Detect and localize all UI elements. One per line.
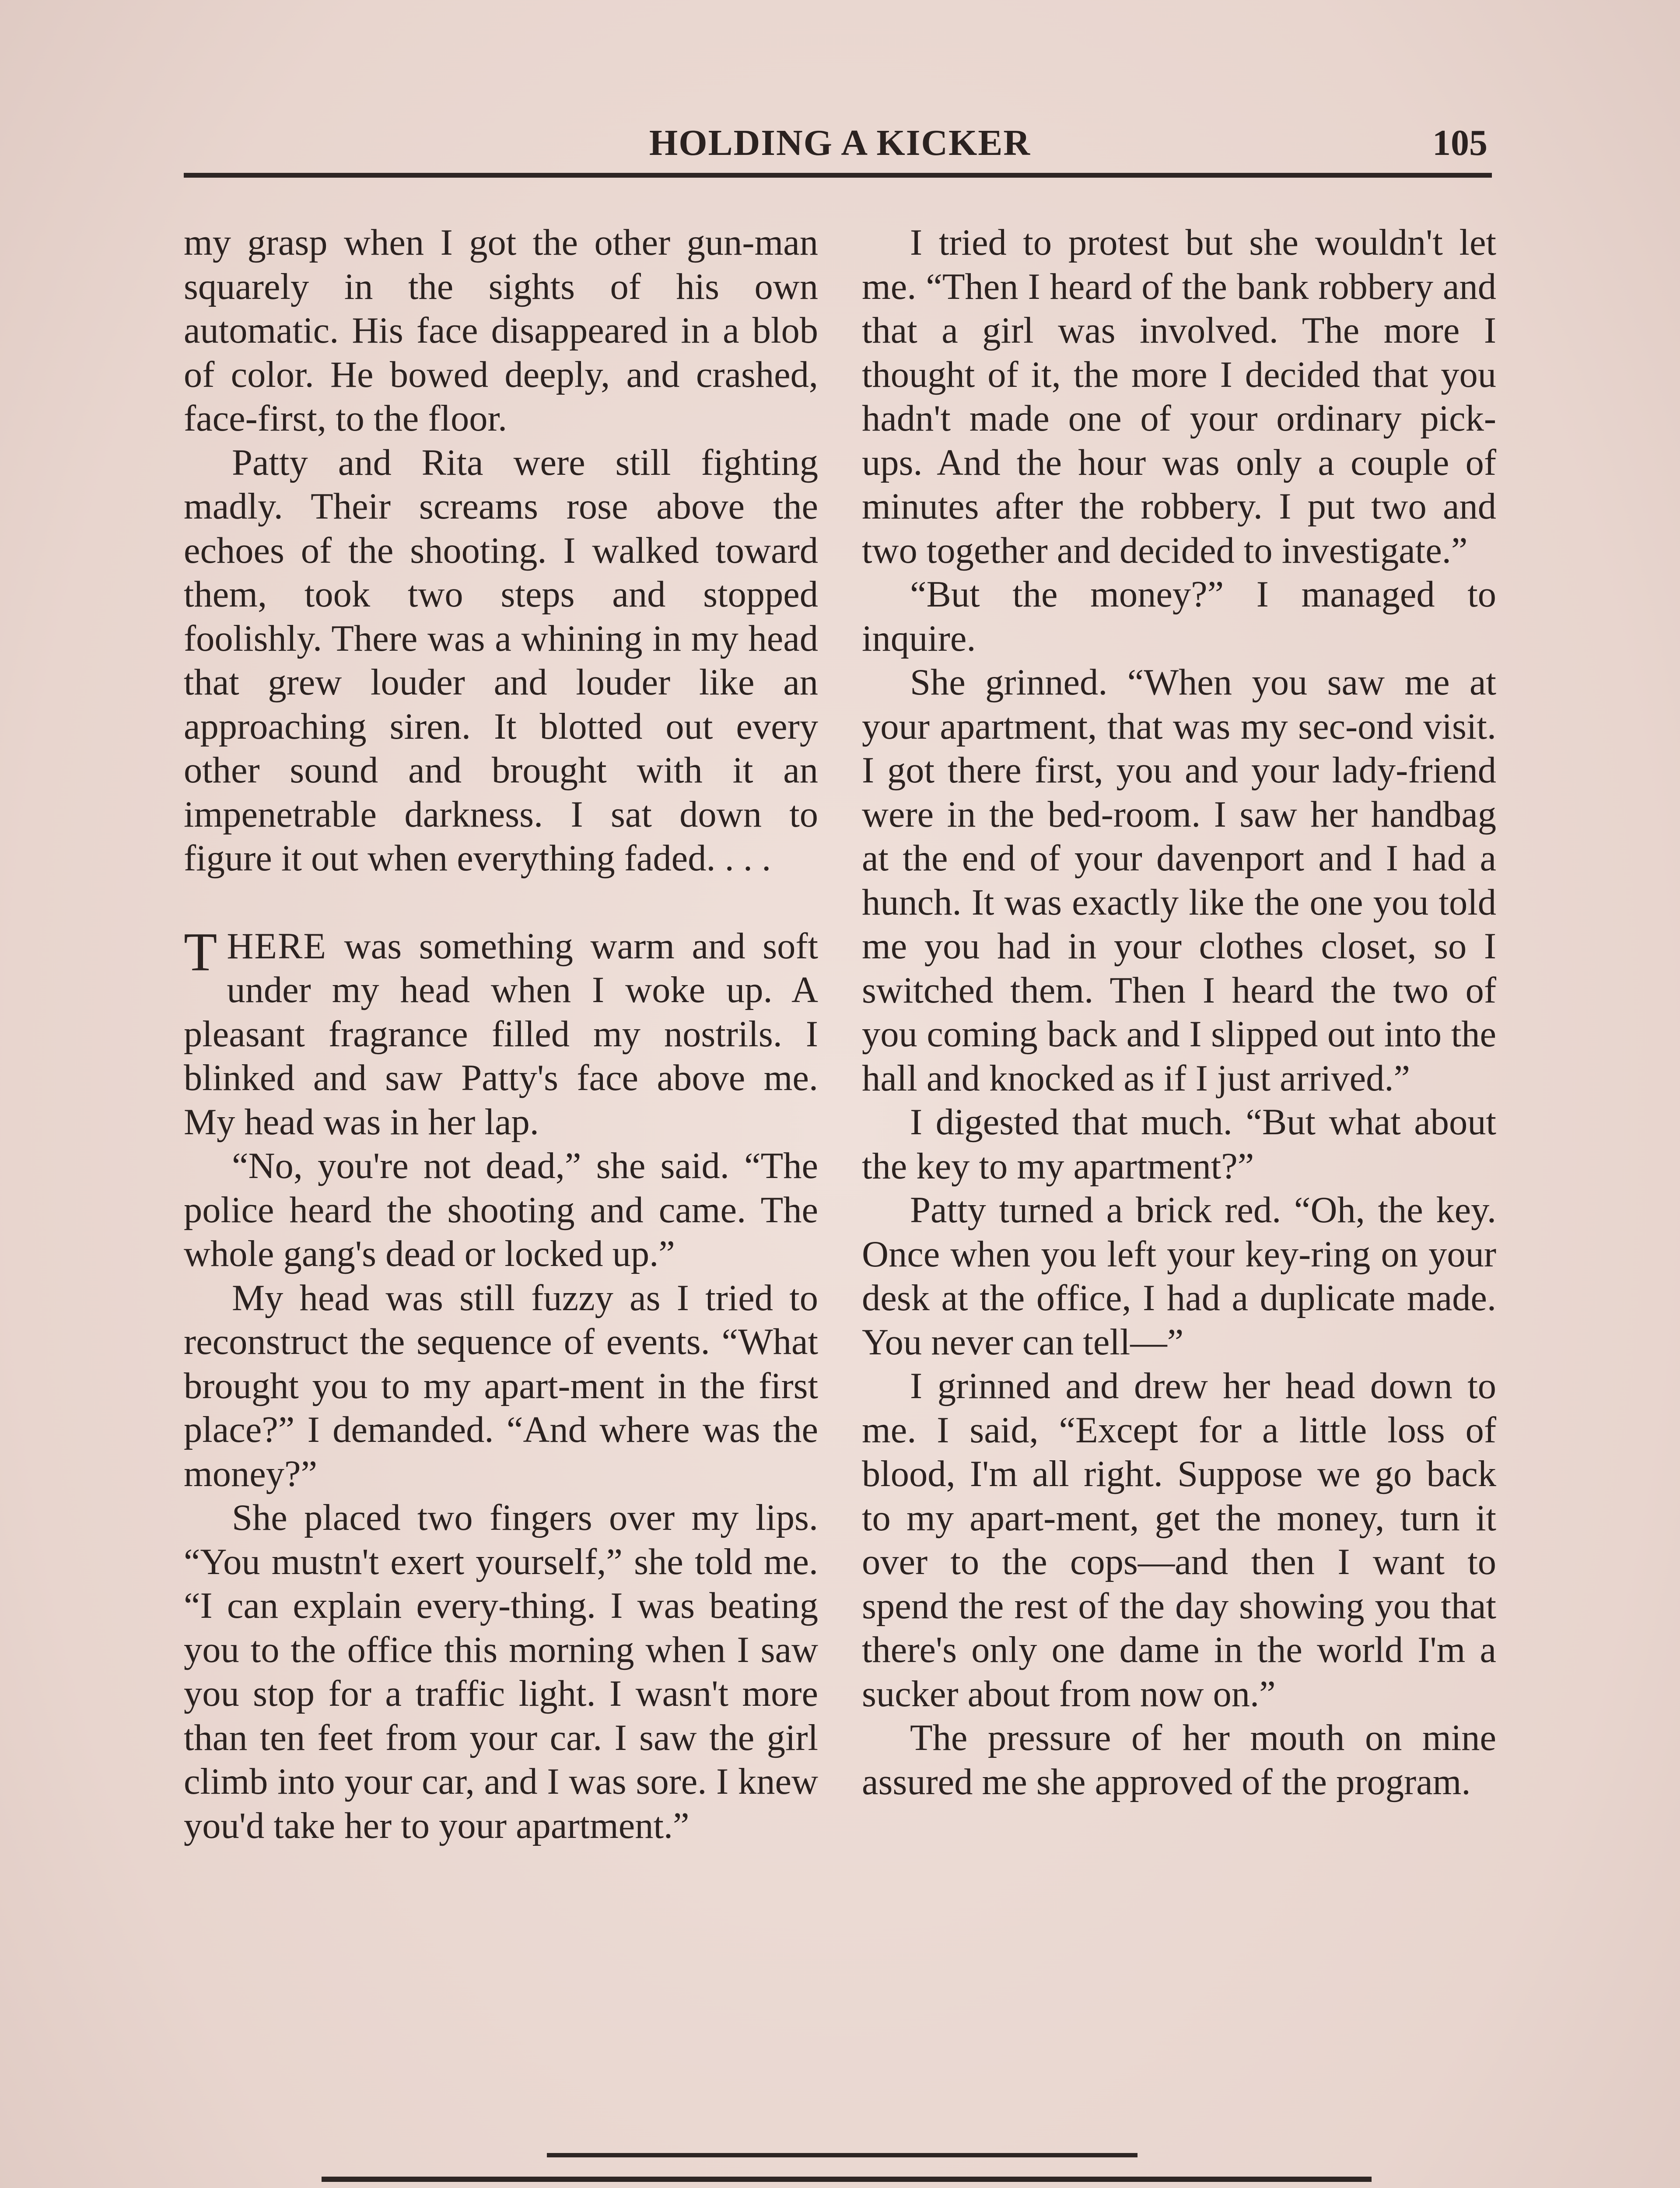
end-ornament [0, 2144, 1680, 2188]
paragraph-text: was something warm and soft under my head when I woke up. A pleasant fragrance filled my nostrils. I blinked and saw Patty's face above me. My head was in her lap. [184, 926, 818, 1143]
ornament-rule-top [547, 2153, 1138, 2157]
left-column [184, 221, 818, 1848]
right-column [862, 221, 1496, 1804]
paragraph: I tried to protest but she wouldn't let me. “Then I heard of the bank robbery and that a girl was involved. The more I thought of it, the more I decided that you hadn't made one of your ordinary pick-ups. And the hour was only a couple of minutes after the robbery. I put two and two together and decided to investigate.” [862, 222, 1496, 571]
paragraph: “But the money?” I managed to inquire. [862, 574, 1496, 659]
header-rule [184, 173, 1492, 178]
paragraph: I digested that much. “But what about the key to my apartment?” [862, 1102, 1496, 1187]
paragraph: She grinned. “When you saw me at your apartment, that was my sec-ond visit. I got there first, you and your lady-friend were in the bed-room. I saw her handbag at the end of your davenport and I had a hunch. It was exactly like the one you told me you had in your clothes closet, so I switched them. Then I heard the two of you coming back and I slipped out into the hall and knocked as if I just arrived.” [862, 662, 1496, 1099]
paragraph: The pressure of her mouth on mine assured me she approved of the program. [862, 1718, 1496, 1802]
page-number: 105 [1432, 123, 1488, 163]
paragraph: I grinned and drew her head down to me. I said, “Except for a little loss of blood, I'm all right. Suppose we go back to my apart-ment, get the money, turn it over to the cops—and then I want to spend the rest of the day showing you that there's only one dame in the world I'm a sucker about from now on.” [862, 1366, 1496, 1715]
paragraph: My head was still fuzzy as I tried to reconstruct the sequence of events. “What brought you to my apart-ment in the first place?” I demanded. “And where was the money?” [184, 1277, 818, 1494]
drop-cap: T [184, 922, 217, 982]
paragraph: Patty and Rita were still fighting madly. Their screams rose above the echoes of the shooting. I walked toward them, took two steps and stopped foolishly. There was a whining in my head that grew louder and louder like an approaching siren. It blotted out every other sound and brought with it an impenetrable darkness. I sat down to figure it out when everything faded. . . . [184, 442, 818, 879]
running-header [184, 118, 1496, 171]
paragraph: Patty turned a brick red. “Oh, the key. Once when you left your key-ring on your desk at the office, I had a duplicate made. You never can tell—” [862, 1190, 1496, 1363]
paragraph: “No, you're not dead,” she said. “The police heard the shooting and came. The whole gang's dead or locked up.” [184, 1146, 818, 1274]
story-title: HOLDING A KICKER [649, 123, 1031, 163]
ornament-rule-middle [322, 2177, 1372, 2182]
paragraph: She placed two fingers over my lips. “You mustn't exert yourself,” she told me. “I can explain every-thing. I was beating you to the office this morning when I saw you stop for a traffic light. I wasn't more than ten feet from your car. I saw the girl climb into your car, and I was sore. I knew you'd take her to your apartment.” [184, 1497, 818, 1846]
section-opening-paragraph [184, 922, 818, 1145]
paragraph: my grasp when I got the other gun-man squarely in the sights of his own automatic. His face disappeared in a blob of color. He bowed deeply, and crashed, face-first, to the floor. [184, 222, 818, 439]
small-caps-lead: HERE [227, 926, 327, 967]
